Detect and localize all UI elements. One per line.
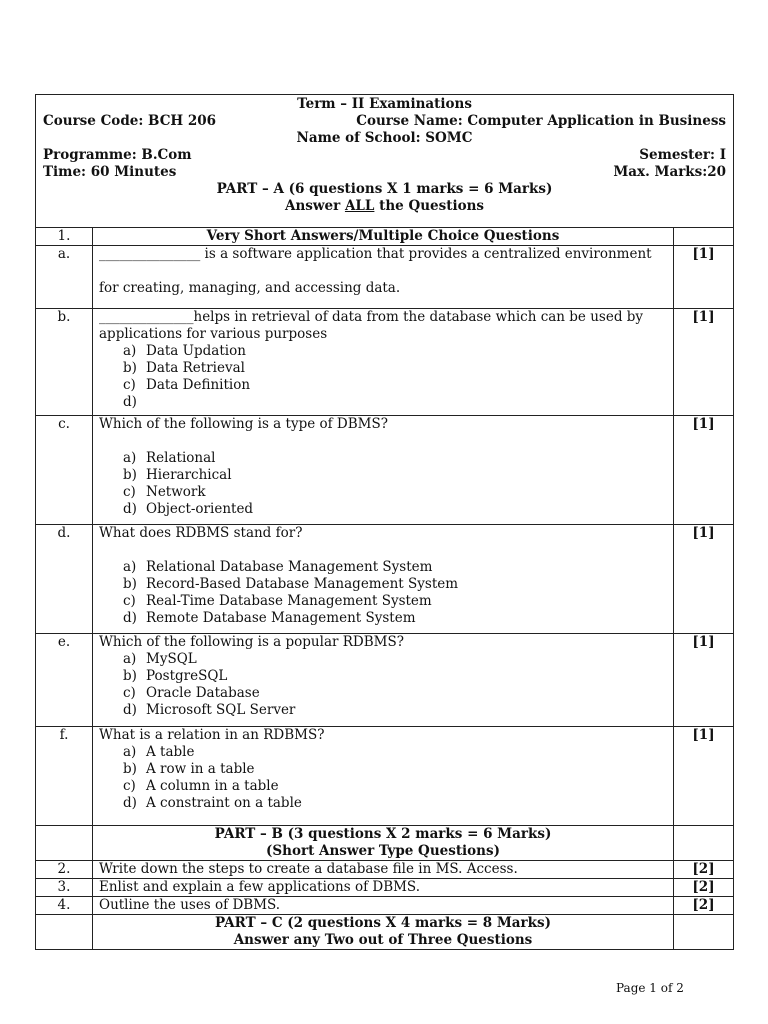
option: d) Object-oriented	[123, 501, 254, 517]
question-label: f.	[36, 727, 93, 826]
emphasis-all: ALL	[344, 198, 375, 214]
question-row-3	[36, 879, 734, 897]
option: a) Relational	[123, 450, 216, 466]
question-row-2	[36, 861, 734, 879]
question-row-d	[36, 525, 734, 634]
part-c-heading-row	[36, 915, 734, 950]
option: c) Oracle Database	[123, 685, 260, 701]
part-b-title: PART – B (3 questions X 2 marks = 6 Marks)	[214, 826, 552, 842]
option: c) Data Definition	[123, 377, 251, 393]
question-row-c	[36, 416, 734, 525]
course-name: Course Name: Computer Application in Business	[356, 113, 727, 129]
part-a-title: PART – A (6 questions X 1 marks = 6 Marks)	[216, 181, 553, 197]
question-row-b	[36, 309, 734, 416]
question-text: _______________ is a software application that provides a centralized environment for creating, managing, and accessing data.	[93, 246, 674, 309]
option: b) A row in a table	[123, 761, 255, 777]
question-text: Write down the steps to create a database file in MS. Access.	[93, 861, 674, 879]
option: c) A column in a table	[123, 778, 279, 794]
marks: [2]	[674, 897, 734, 915]
question-label: d.	[36, 525, 93, 634]
programme: Programme: B.Com	[43, 147, 192, 163]
marks: [2]	[674, 861, 734, 879]
question-number: 1.	[36, 228, 93, 246]
question-label: b.	[36, 309, 93, 416]
question-row-4	[36, 897, 734, 915]
option: a) A table	[123, 744, 195, 760]
option: a) Relational Database Management System	[123, 559, 433, 575]
semester: Semester: I	[639, 147, 727, 163]
options-list	[99, 343, 667, 411]
question-number: 2.	[36, 861, 93, 879]
question-row-a	[36, 246, 734, 309]
question-text: Which of the following is a type of DBMS? a) Relational b) Hierarchical c) Network d) Object-oriented	[93, 416, 674, 525]
option: a) MySQL	[123, 651, 197, 667]
marks: [1]	[674, 525, 734, 634]
option: d) A constraint on a table	[123, 795, 302, 811]
part-a-heading-row	[36, 228, 734, 246]
max-marks: Max. Marks:20	[613, 164, 727, 180]
option: c) Real-Time Database Management System	[123, 593, 432, 609]
part-c-title: PART – C (2 questions X 4 marks = 8 Marks)	[215, 915, 551, 931]
question-label: e.	[36, 634, 93, 727]
option: b) PostgreSQL	[123, 668, 228, 684]
part-b-heading-row	[36, 826, 734, 861]
exam-header	[36, 95, 734, 228]
question-number: 4.	[36, 897, 93, 915]
question-number: 3.	[36, 879, 93, 897]
school-name: Name of School: SOMC	[296, 130, 473, 146]
options-list	[99, 450, 667, 518]
question-row-f	[36, 727, 734, 826]
options-list	[99, 744, 667, 812]
option: c) Network	[123, 484, 206, 500]
part-c-subtitle: Answer any Two out of Three Questions	[233, 932, 533, 948]
question-text: What is a relation in an RDBMS? a) A table b) A row in a table c) A column in a table d) A constraint on a table	[93, 727, 674, 826]
question-label: a.	[36, 246, 93, 309]
marks: [2]	[674, 879, 734, 897]
options-list	[99, 559, 667, 627]
course-code: Course Code: BCH 206	[43, 113, 217, 129]
option: b) Data Retrieval	[123, 360, 245, 376]
marks: [1]	[674, 727, 734, 826]
options-list	[99, 651, 667, 719]
marks: [1]	[674, 634, 734, 727]
question-row-e	[36, 634, 734, 727]
option: d) Microsoft SQL Server	[123, 702, 296, 718]
marks: [1]	[674, 309, 734, 416]
exam-title: Term – II Examinations	[297, 96, 472, 112]
marks: [1]	[674, 416, 734, 525]
question-text: Enlist and explain a few applications of DBMS.	[93, 879, 674, 897]
question-text: What does RDBMS stand for? a) Relational Database Management System b) Record-Based Database Management System c) Real-Time Database Management System d) Remote Database Management System	[93, 525, 674, 634]
part-b-subtitle: (Short Answer Type Questions)	[266, 843, 500, 859]
exam-table	[35, 94, 734, 950]
part-a-heading: Very Short Answers/Multiple Choice Questions	[93, 228, 674, 246]
option: b) Hierarchical	[123, 467, 232, 483]
question-text: Outline the uses of DBMS.	[93, 897, 674, 915]
time: Time: 60 Minutes	[43, 164, 177, 180]
page-number: Page 1 of 2	[616, 981, 684, 995]
exam-paper	[35, 94, 733, 950]
option: a) Data Updation	[123, 343, 246, 359]
option: d) Remote Database Management System	[123, 610, 416, 626]
question-label: c.	[36, 416, 93, 525]
option: b) Record-Based Database Management System	[123, 576, 459, 592]
option: d)	[123, 394, 137, 410]
part-a-instruction: Answer ALL the Questions	[285, 198, 484, 214]
question-text: Which of the following is a popular RDBMS? a) MySQL b) PostgreSQL c) Oracle Database d) Microsoft SQL Server	[93, 634, 674, 727]
marks: [1]	[674, 246, 734, 309]
question-text: ______________helps in retrieval of data from the database which can be used by applications for various purposes a) Data Updation b) Data Retrieval c) Data Definition d)	[93, 309, 674, 416]
